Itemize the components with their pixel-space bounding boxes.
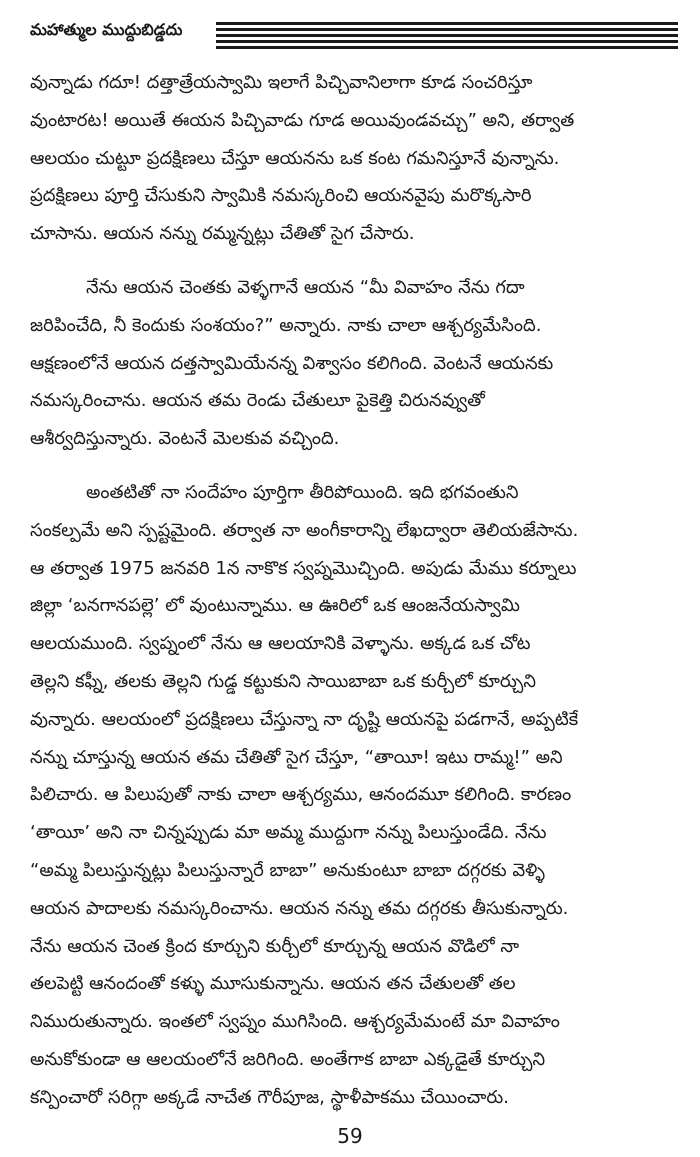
- text-line: నిమురుతున్నారు. ఇంతలో స్వప్నం ముగిసింది. ఆశ్చర్యమేమంటే మా వివాహం: [30, 1011, 560, 1033]
- text-line: నమస్కరించాను. ఆయన తమ రెండు చేతులూ పైకెత్తి చిరునవ్వుతో: [30, 390, 485, 412]
- text-line: పిలిచారు. ఆ పిలుపుతో నాకు చాలా ఆశ్చర్యము, ఆనందమూ కలిగింది. కారణం: [30, 784, 572, 806]
- text-line: నేను ఆయన చెంత క్రింద కూర్చుని కుర్చీలో కూర్చున్న ఆయన వొడిలో నా: [30, 935, 520, 957]
- text-line: వున్నాడు గదూ! దత్తాత్రేయస్వామి ఇలాగే పిచ్చివానిలాగా కూడ సంచరిస్తూ: [30, 72, 533, 93]
- text-line: వుంటారట! అయితే ఈయన పిచ్చివాడు గూడ అయివుండవచ్చు” అని, తర్వాత: [30, 109, 575, 131]
- text-line: ఆలయం చుట్టూ ప్రదక్షిణలు చేస్తూ ఆయనను ఒక కంట గమనిస్తూనే వున్నాను.: [30, 147, 560, 169]
- text-line: “అమ్మ పిలుస్తున్నట్లు పిలుస్తున్నారే బాబా” అనుకుంటూ బాబా దగ్గరకు వెళ్ళి: [30, 859, 545, 881]
- page-number: 59: [337, 1124, 363, 1148]
- paragraph: [30, 269, 676, 458]
- header-rule: [216, 22, 678, 25]
- header-rule: [216, 40, 678, 43]
- text-line: చూసాను. ఆయన నన్ను రమ్మన్నట్లు చేతితో సైగ చేసారు.: [30, 223, 415, 245]
- header-rule: [216, 28, 678, 31]
- body-text: [30, 64, 676, 1133]
- paragraph: [30, 64, 676, 253]
- running-title: మహాత్ముల ముద్దుబిడ్డదు: [30, 20, 183, 39]
- text-line: ప్రదక్షిణలు పూర్తి చేసుకుని స్వామికి నమస్కరించి ఆయనవైపు మరొక్కసారి: [30, 185, 532, 207]
- text-line: జిల్లా ‘బనగానపల్లె’ లో వుంటున్నాము. ఆ ఊరిలో ఒక ఆంజనేయస్వామి: [30, 595, 520, 617]
- header-rule: [216, 34, 678, 37]
- text-line: అంతటితో నా సందేహం పూర్తిగా తీరిపోయింది. ఇది భగవంతుని: [86, 481, 519, 503]
- text-line: జరిపించేది, నీ కెందుకు సంశయం?” అన్నారు. నాకు చాలా ఆశ్చర్యమేసింది.: [30, 314, 542, 336]
- text-line: ఆ తర్వాత 1975 జనవరి 1న నాకొక స్వప్నమొచ్చింది. అపుడు మేము కర్నూలు: [30, 557, 577, 579]
- text-line: తెల్లని కఫ్నీ, తలకు తెల్లని గుడ్డ కట్టుకుని సాయిబాబా ఒక కుర్చీలో కూర్చుని: [30, 670, 536, 692]
- text-line: ఆక్షణంలోనే ఆయన దత్తస్వామియేనన్న విశ్వాసం కలిగింది. వెంటనే ఆయనకు: [30, 352, 554, 374]
- text-line: ఆయన పాదాలకు నమస్కరించాను. ఆయన నన్ను తమ దగ్గరకు తీసుకున్నారు.: [30, 897, 569, 919]
- text-line: కన్పించారో సరిగ్గా అక్కడే నాచేత గౌరీపూజ, స్థాళీపాకము చేయించారు.: [30, 1086, 509, 1108]
- page-header: [30, 18, 678, 54]
- text-line: నేను ఆయన చెంతకు వెళ్ళగానే ఆయన “మీ వివాహం నేను గదా: [86, 276, 525, 298]
- text-line: సంకల్పమే అని స్పష్టమైంది. తర్వాత నా అంగీకారాన్ని లేఖద్వారా తెలియజేసాను.: [30, 519, 579, 541]
- header-rules: [216, 22, 678, 52]
- paragraph: [30, 474, 676, 1117]
- text-line: అనుకోకుండా ఆ ఆలయంలోనే జరిగింది. అంతేగాక బాబా ఎక్కడైతే కూర్చుని: [30, 1048, 546, 1070]
- header-rule: [216, 46, 678, 49]
- text-line: ఆశీర్వదిస్తున్నారు. వెంటనే మెలకువ వచ్చింది.: [30, 428, 340, 450]
- text-line: నన్ను చూస్తున్న ఆయన తమ చేతితో సైగ చేస్తూ, “తాయీ! ఇటు రామ్మ!” అని: [30, 746, 563, 768]
- text-line: తలపెట్టి ఆనందంతో కళ్ళు మూసుకున్నాను. ఆయన తన చేతులతో తల: [30, 973, 516, 995]
- text-line: ఆలయముంది. స్వప్నంలో నేను ఆ ఆలయానికి వెళ్ళాను. అక్కడ ఒక చోట: [30, 633, 531, 655]
- text-line: వున్నారు. ఆలయంలో ప్రదక్షిణలు చేస్తున్నా నా దృష్టి ఆయనపై పడగానే, అప్పటికే: [30, 708, 579, 730]
- text-line: ‘తాయీ’ అని నా చిన్నప్పుడు మా అమ్మ ముద్దుగా నన్ను పిలుస్తుండేది. నేను: [30, 822, 547, 844]
